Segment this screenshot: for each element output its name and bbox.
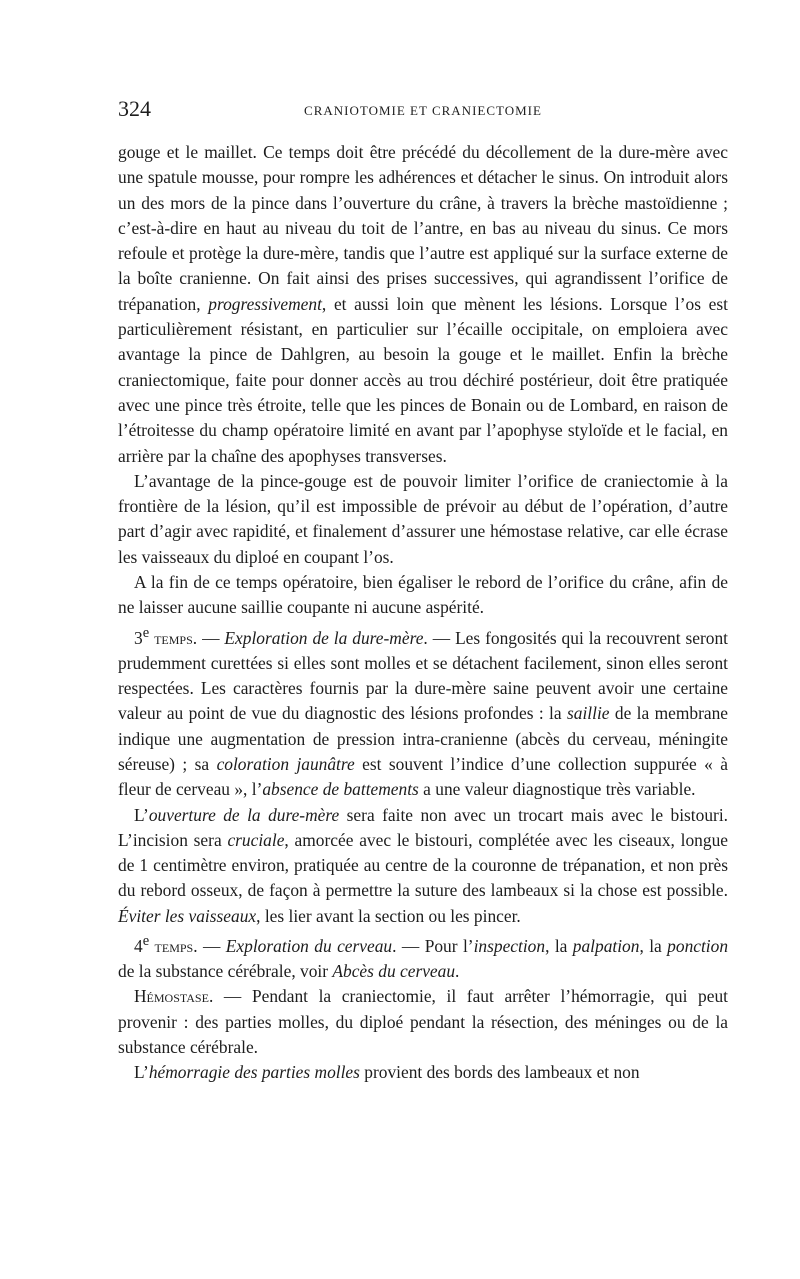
paragraph-hemostase: Hémostase. — Pendant la craniectomie, il faut arrêter l’hémorragie, qui peut provenir : des parties molles, du diploé pendant la résection, des méninges ou de la substance cérébrale. (118, 986, 728, 1057)
paragraph-3e-temps: 3e temps. — Exploration de la dure-mère. — Les fongosités qui la recouvrent seront prudemment curettées si elles sont molles et se détachent facilement, sinon elles seront respectées. Les caractères fournis par la dure-mère saine peuvent avoir une certaine valeur au point de vue du diagnostic des lésions profondes : la saillie de la membrane indique une augmentation de pression intra-cranienne (abcès du cerveau, méningite séreuse) ; sa coloration jaunâtre est souvent l’indice d’une collection suppurée « à fleur de cerveau », l’absence de battements a une valeur diagnostique très variable. (118, 624, 729, 800)
paragraph-2: L’avantage de la pince-gouge est de pouvoir limiter l’orifice de craniectomie à la frontière de la lésion, qu’il est impossible de prévoir au début de l’opération, d’autre part d’agir avec rapidité, et finalement d’assurer une hémostase relative, car elle écrase les vaisseaux du diploé en coupant l’os. (118, 470, 728, 567)
page-header (118, 96, 728, 126)
step-title: Exploration de la dure-mère (224, 627, 424, 648)
paragraph-hemorragie: L’hémorragie des parties molles provient des bords des lambeaux et non (134, 1062, 640, 1083)
paragraph-3: A la fin de ce temps opératoire, bien égaliser le rebord de l’orifice du crâne, afin de ne laisser aucune saillie coupante ni aucune aspérité. (118, 572, 728, 618)
step-label: temps (154, 627, 193, 648)
running-title: CRANIOTOMIE ET CRANIECTOMIE (304, 103, 542, 118)
paragraph-1: gouge et le maillet. Ce temps doit être précédé du décollement de la dure-mère avec une spatule mousse, pour rompre les adhérences et détacher le sinus. On introduit alors un des mors de la pince dans l’ouverture du crâne, à travers la brèche mastoïdienne ; c’est-à-dire en haut au niveau du toit de l’antre, en bas au niveau du sinus. Ce mors refoule et protège la dure-mère, tandis que l’autre est appliqué sur la surface externe de la boîte cranienne. On fait ainsi des prises successives, qui agrandissent l’orifice de trépanation, progressivement, et aussi loin que mènent les lésions. Lorsque l’os est particulièrement résistant, en particulier sur l’écaille occipitale, on emploiera avec avantage la pince de Dahlgren, au besoin la gouge et le maillet. Enfin la brèche craniectomique, faite pour donner accès au trou déchiré postérieur, doit être pratiquée avec une pince très étroite, telle que les pinces de Bonain ou de Lombard, en raison de l’étroitesse du champ opératoire limité en avant par l’apophyse styloïde et le facial, en arrière par la chaîne des apophyses transverses. (118, 142, 729, 466)
paragraph-4e-temps: 4e temps. — Exploration du cerveau. — Pour l’inspection, la palpation, la ponction de la substance cérébrale, voir Abcès du cerveau. (118, 933, 729, 982)
step-number: 3 (134, 627, 143, 648)
section-label: Hémostase (134, 986, 209, 1007)
step-number: 4 (134, 935, 143, 956)
step-title: Exploration du cerveau (225, 935, 393, 956)
step-label: temps (154, 935, 194, 956)
paragraph-ouverture: L’ouverture de la dure-mère sera faite non avec un trocart mais avec le bistouri. L’incision sera cruciale, amorcée avec le bistouri, complétée avec les ciseaux, longue de 1 centimètre environ, pratiquée au centre de la couronne de trépanation, et non près du rebord osseux, de façon à permettre la suture des lambeaux si la chose est possible. Éviter les vaisseaux, les lier avant la section ou les pincer. (118, 804, 728, 926)
page-number: 324 (118, 96, 151, 121)
body-text (118, 140, 728, 1086)
